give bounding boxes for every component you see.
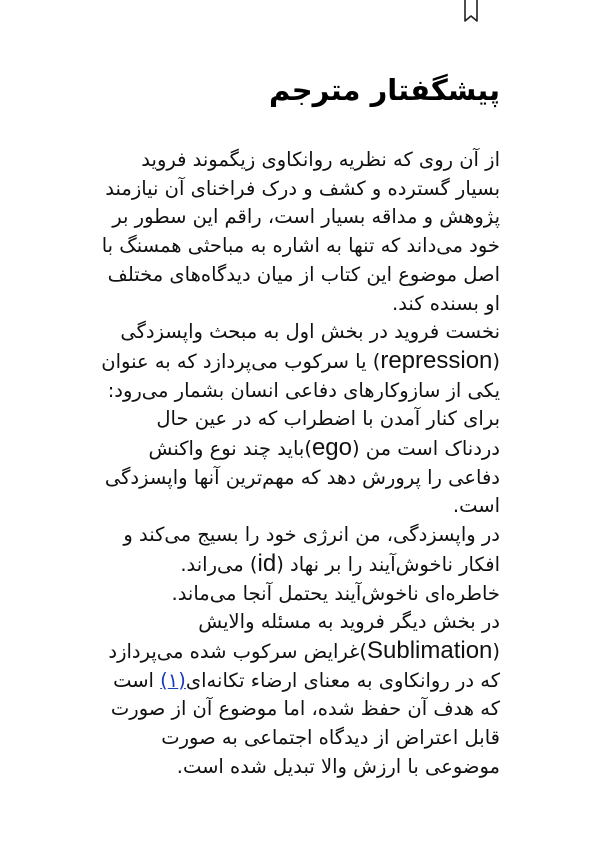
paragraph-text: نخست فروید در بخش اول به مبحث واپسزدگی ( [120, 320, 500, 373]
latin-term-repression: repression [380, 346, 493, 374]
paragraph-intro [100, 146, 500, 318]
paragraph-text: در واپسزدگی، من انرژی خود را بسیج می‌کند و افکار ناخوش‌آیند را بر نهاد ( [123, 523, 500, 576]
latin-term-ego: ego [311, 434, 352, 462]
page-title: پیشگفتار مترجم [269, 73, 500, 107]
latin-term-id: id [257, 549, 277, 577]
paragraph-repression [100, 318, 500, 521]
latin-term-sublimation: Sublimation [366, 636, 493, 664]
paragraph-sublimation [100, 608, 500, 781]
paragraph-intro-text: از آن روی که نظریه روانکاوی زیگموند فروید بسیار گسترده و کشف و درک فراخنای آن نیازمند پژوهش و مداقه بسیار است، راقم این سطور بر خود می‌داند که تنها به اشاره به مباحثی همسنگ با اصل موضوع این کتاب از میان دیدگاه‌های مختلف او بسنده کند. [101, 148, 500, 315]
paragraph-text: )غرایض سرکوب شده می‌پردازد که در روانکاوی به معنای ارضاء تکانه‌ای [108, 639, 500, 692]
paragraph-text: ) می‌راند. خاطره‌ای ناخوش‌آیند یحتمل آنجا می‌ماند. [171, 552, 500, 605]
paragraph-text: ) یا سرکوب می‌پردازد که به عنوان یکی از سازوکارهای دفاعی انسان بشمار می‌رود: برای کنار آمدن با اضطراب که در عین حال دردناک است من ( [101, 349, 500, 461]
bookmark-icon[interactable] [462, 0, 480, 24]
footnote-link[interactable]: (۱) [160, 668, 186, 692]
document-page [100, 64, 500, 781]
paragraph-id [100, 521, 500, 608]
paragraph-text: است که هدف آن حفظ شده، اما موضوع آن از صورت قابل اعتراض از دیدگاه اجتماعی به صورت موضوعی با ارزش والا تبدیل شده است. [110, 668, 500, 778]
paragraph-text: )باید چند نوع واکنش دفاعی را پرورش دهد که مهم‌ترین آنها واپسزدگی است. [104, 437, 500, 518]
paragraph-text: در بخش دیگر فروید به مسئله والایش ( [198, 610, 500, 663]
